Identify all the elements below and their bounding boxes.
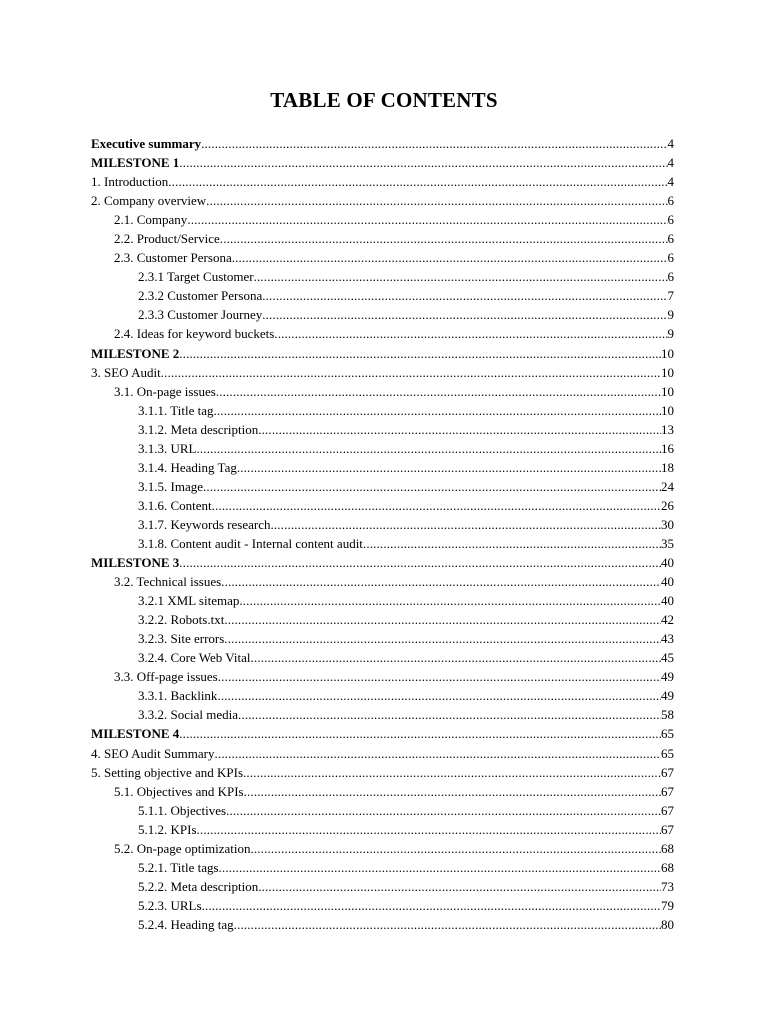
toc-entry-label: 5.1. Objectives and KPIs	[114, 783, 244, 799]
toc-entry[interactable]	[91, 534, 674, 553]
toc-dot-leader	[214, 401, 662, 420]
toc-page-number: 4	[667, 136, 674, 151]
toc-dot-leader	[203, 477, 661, 496]
toc-entry-label: 2.1. Company	[114, 212, 188, 228]
toc-entry[interactable]	[91, 363, 674, 382]
toc-entry[interactable]	[91, 572, 674, 591]
toc-page-number: 9	[667, 307, 674, 323]
toc-entry[interactable]	[91, 839, 674, 858]
toc-entry[interactable]	[91, 401, 674, 420]
toc-dot-leader	[262, 286, 667, 305]
toc-page-number: 4	[667, 155, 674, 171]
toc-entry-label: 1. Introduction	[91, 174, 169, 190]
toc-entry[interactable]	[91, 610, 674, 629]
toc-entry[interactable]	[91, 705, 674, 724]
toc-entry-label: 2.3.2 Customer Persona	[138, 288, 263, 304]
toc-entry-label: 5.2.4. Heading tag	[138, 916, 234, 932]
toc-entry-label: 3.1.8. Content audit - Internal content audit	[138, 535, 363, 551]
toc-entry[interactable]	[91, 248, 674, 267]
toc-page-number: 7	[667, 288, 674, 304]
toc-page-number: 68	[661, 859, 674, 875]
toc-entry-label: MILESTONE 3	[91, 555, 180, 571]
toc-dot-leader	[270, 515, 661, 534]
toc-dot-leader	[238, 705, 661, 724]
toc-dot-leader	[232, 248, 668, 267]
toc-page-number: 65	[661, 726, 674, 742]
toc-page-number: 24	[661, 478, 674, 494]
toc-page-number: 49	[661, 669, 674, 685]
toc-entry[interactable]	[91, 763, 674, 782]
toc-page-number: 26	[661, 497, 674, 513]
toc-entry[interactable]	[91, 191, 674, 210]
toc-entry[interactable]	[91, 229, 674, 248]
toc-dot-leader	[237, 458, 661, 477]
toc-page-number: 10	[661, 383, 674, 399]
page-title: TABLE OF CONTENTS	[270, 88, 498, 112]
toc-dot-leader	[250, 839, 661, 858]
toc-entry-label: 3.1.7. Keywords research	[138, 516, 271, 532]
toc-page-number: 6	[667, 193, 674, 209]
toc-entry[interactable]	[91, 724, 674, 743]
toc-page-number: 80	[661, 916, 674, 932]
toc-page-number: 30	[661, 516, 674, 532]
toc-entry-label: 5. Setting objective and KPIs	[91, 764, 244, 780]
toc-entry-label: 3.1. On-page issues	[114, 383, 216, 399]
toc-entry-label: 3.1.6. Content	[138, 497, 212, 513]
toc-dot-leader	[187, 210, 667, 229]
toc-page-number: 13	[661, 421, 674, 437]
toc-entry-label: 3. SEO Audit	[91, 364, 161, 380]
toc-dot-leader	[239, 591, 661, 610]
toc-page-number: 6	[667, 231, 674, 247]
toc-dot-leader	[234, 915, 661, 934]
toc-dot-leader	[262, 305, 667, 324]
toc-entry-label: 3.1.2. Meta description	[138, 421, 259, 437]
toc-dot-leader	[216, 382, 661, 401]
toc-dot-leader	[224, 610, 661, 629]
toc-page-number: 79	[661, 897, 674, 913]
toc-dot-leader	[217, 686, 661, 705]
toc-dot-leader	[363, 534, 661, 553]
toc-entry[interactable]	[91, 744, 674, 763]
toc-page-number: 40	[661, 574, 674, 590]
toc-entry[interactable]	[91, 686, 674, 705]
toc-dot-leader	[254, 267, 668, 286]
toc-entry[interactable]	[91, 210, 674, 229]
toc-dot-leader	[226, 801, 661, 820]
toc-entry[interactable]	[91, 172, 674, 191]
toc-dot-leader	[224, 629, 661, 648]
toc-entry[interactable]	[91, 667, 674, 686]
toc-entry-label: MILESTONE 2	[91, 345, 180, 361]
toc-dot-leader	[258, 877, 661, 896]
toc-entry-label: 3.3.1. Backlink	[138, 688, 218, 704]
toc-page-number: 73	[661, 878, 674, 894]
toc-dot-leader	[161, 363, 661, 382]
toc-dot-leader	[202, 896, 661, 915]
toc-entry-label: 2.3. Customer Persona	[114, 250, 232, 266]
toc-dot-leader	[243, 763, 661, 782]
toc-page-number: 10	[661, 364, 674, 380]
toc-dot-leader	[179, 724, 661, 743]
toc-page-number: 43	[661, 631, 674, 647]
toc-entry-label: 3.1.3. URL	[138, 440, 197, 456]
toc-entry-label: Executive summary	[91, 136, 202, 151]
toc-entry[interactable]	[91, 344, 674, 363]
toc-entry-label: MILESTONE 4	[91, 726, 180, 742]
toc-entry[interactable]	[91, 458, 674, 477]
toc-entry-label: 3.2.1 XML sitemap	[138, 593, 240, 609]
toc-entry-label: MILESTONE 1	[91, 155, 180, 171]
toc-entry[interactable]	[91, 515, 674, 534]
toc-page-number: 10	[661, 402, 674, 418]
toc-entry[interactable]	[91, 858, 674, 877]
toc-entry[interactable]	[91, 896, 674, 915]
toc-entry-label: 5.2.2. Meta description	[138, 878, 259, 894]
toc-dot-leader	[179, 553, 661, 572]
toc-page-number: 9	[667, 326, 674, 342]
toc-page-number: 65	[661, 745, 674, 761]
toc-dot-leader	[197, 439, 662, 458]
toc-entry-label: 2. Company overview	[91, 193, 207, 209]
toc-page-number: 67	[661, 764, 674, 780]
toc-dot-leader	[212, 496, 661, 515]
toc-page-number: 68	[661, 840, 674, 856]
toc-entry[interactable]	[91, 286, 674, 305]
toc-page-number: 40	[661, 593, 674, 609]
toc-entry[interactable]	[91, 553, 674, 572]
toc-page-number: 6	[667, 269, 674, 285]
toc-entry-label: 2.3.1 Target Customer	[138, 269, 254, 285]
toc-page-number: 67	[661, 802, 674, 818]
toc-dot-leader	[220, 229, 668, 248]
toc-entry[interactable]	[91, 782, 674, 801]
toc-dot-leader	[258, 420, 661, 439]
toc-page-number: 67	[661, 783, 674, 799]
toc-page-number: 45	[661, 650, 674, 666]
toc-dot-leader	[215, 744, 661, 763]
toc-entry-label: 3.2.4. Core Web Vital	[138, 650, 251, 666]
toc-entry[interactable]	[91, 648, 674, 667]
toc-entry[interactable]	[91, 324, 674, 343]
toc-entry-label: 5.2.3. URLs	[138, 897, 202, 913]
toc-entry-label: 3.3.2. Social media	[138, 707, 239, 723]
toc-entry[interactable]	[91, 820, 674, 839]
toc-page-number: 6	[667, 250, 674, 266]
toc-page-number: 10	[661, 345, 674, 361]
toc-entry[interactable]	[91, 877, 674, 896]
toc-entry-label: 2.2. Product/Service	[114, 231, 220, 247]
toc-entry[interactable]	[91, 420, 674, 439]
toc-entry[interactable]	[91, 267, 674, 286]
toc-entry[interactable]	[91, 915, 674, 934]
toc-entry[interactable]	[91, 153, 674, 172]
toc-entry-label: 4. SEO Audit Summary	[91, 745, 215, 761]
toc-dot-leader	[221, 572, 661, 591]
toc-entry-label: 2.3.3 Customer Journey	[138, 307, 263, 323]
toc-entry-label: 3.3. Off-page issues	[114, 669, 218, 685]
toc-page-number: 35	[661, 535, 674, 551]
toc-dot-leader	[179, 344, 661, 363]
toc-entry[interactable]	[91, 629, 674, 648]
toc-page-number: 18	[661, 459, 674, 475]
toc-entry-label: 2.4. Ideas for keyword buckets	[114, 326, 275, 342]
toc-entry-label: 3.2.3. Site errors	[138, 631, 225, 647]
toc-entry[interactable]	[91, 591, 674, 610]
toc-dot-leader	[168, 172, 667, 191]
toc-entry-label: 3.2.2. Robots.txt	[138, 612, 225, 628]
toc-page-number: 42	[661, 612, 674, 628]
toc-entry-label: 3.1.4. Heading Tag	[138, 459, 237, 475]
toc-entry-label: 5.2.1. Title tags	[138, 859, 219, 875]
table-of-contents-list	[91, 134, 674, 934]
toc-dot-leader	[219, 858, 661, 877]
toc-entry[interactable]	[91, 305, 674, 324]
toc-page-number: 58	[661, 707, 674, 723]
toc-dot-leader	[206, 191, 667, 210]
toc-dot-leader	[218, 667, 661, 686]
toc-page-number: 40	[661, 555, 674, 571]
toc-dot-leader	[197, 820, 661, 839]
toc-dot-leader	[179, 153, 667, 172]
toc-entry-label: 5.1.1. Objectives	[138, 802, 227, 818]
toc-dot-leader	[274, 324, 667, 343]
toc-dot-leader	[251, 648, 661, 667]
toc-entry[interactable]	[91, 477, 674, 496]
toc-entry-label: 3.1.5. Image	[138, 478, 203, 494]
toc-entry[interactable]	[91, 439, 674, 458]
toc-entry-label: 3.1.1. Title tag	[138, 402, 214, 418]
toc-dot-leader	[244, 782, 661, 801]
toc-entry-label: 3.2. Technical issues	[114, 574, 222, 590]
toc-entry-label: 5.2. On-page optimization	[114, 840, 251, 856]
toc-page-number: 67	[661, 821, 674, 837]
toc-page-number: 49	[661, 688, 674, 704]
toc-entry[interactable]	[91, 134, 674, 153]
toc-dot-leader	[201, 134, 667, 153]
toc-entry[interactable]	[91, 382, 674, 401]
toc-page-number: 6	[667, 212, 674, 228]
toc-entry[interactable]	[91, 801, 674, 820]
toc-entry[interactable]	[91, 496, 674, 515]
toc-page-number: 4	[667, 174, 674, 190]
toc-page-number: 16	[661, 440, 674, 456]
toc-entry-label: 5.1.2. KPIs	[138, 821, 197, 837]
